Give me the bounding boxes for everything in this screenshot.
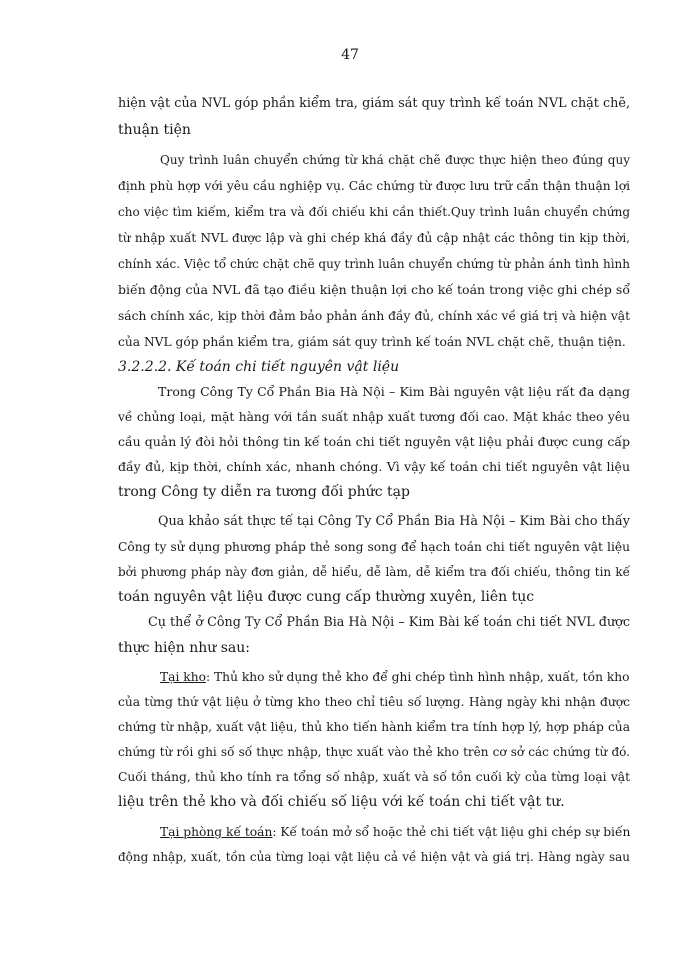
paragraph-line: Cuối tháng, thủ kho tính ra tổng số nhập, xuất và số tồn cuối kỳ của từng loại vật <box>118 770 630 784</box>
paragraph-line: sách chính xác, kịp thời đảm bảo phản ánh đầy đủ, chính xác về giá trị và hiện vật <box>118 309 630 323</box>
paragraph-line: Trong Công Ty Cổ Phần Bia Hà Nội – Kim Bài nguyên vật liệu rất đa dạng <box>158 384 630 399</box>
paragraph-line: của NVL góp phần kiểm tra, giám sát quy trình kế toán NVL chặt chẽ, thuận tiện. <box>118 335 626 349</box>
paragraph-line: đầy đủ, kịp thời, chính xác, nhanh chóng. Vì vậy kế toán chi tiết nguyên vật liệu <box>118 459 630 474</box>
paragraph-line: toán nguyên vật liệu được cung cấp thường xuyên, liên tục <box>118 589 535 605</box>
paragraph-line: cho việc tìm kiếm, kiểm tra và đối chiếu khi cần thiết.Quy trình luân chuyển chứng <box>118 205 630 219</box>
paragraph-line: chính xác. Việc tổ chức chặt chẽ quy trình luân chuyển chứng từ phản ánh tình hình <box>118 257 630 271</box>
subheading-tai-phong-ke-toan: Tại phòng kế toán <box>160 825 273 839</box>
paragraph-line: của từng thứ vật liệu ở từng kho theo chỉ tiêu số lượng. Hàng ngày khi nhận được <box>118 695 630 709</box>
paragraph-line: biến động của NVL đã tạo điều kiện thuận lợi cho kế toán trong việc ghi chép sổ <box>118 282 630 297</box>
paragraph-line: thuận tiện <box>118 122 191 138</box>
paragraph-line: Cụ thể ở Công Ty Cổ Phần Bia Hà Nội – Kim Bài kế toán chi tiết NVL được <box>148 615 630 630</box>
section-heading: 3.2.2.2. Kế toán chi tiết nguyên vật liệu <box>118 359 400 375</box>
paragraph-line: từ nhập xuất NVL được lập và ghi chép khá đầy đủ cập nhật các thông tin kịp thời, <box>118 231 630 245</box>
paragraph-line: Quy trình luân chuyển chứng từ khá chặt chẽ được thực hiện theo đúng quy <box>160 153 630 167</box>
subheading-tai-kho: Tại kho <box>160 670 206 684</box>
paragraph-text: : Thủ kho sử dụng thẻ kho để ghi chép tình hình nhập, xuất, tồn kho <box>205 670 630 684</box>
paragraph-text: : Kế toán mở sổ hoặc thẻ chi tiết vật liệu ghi chép sự biến <box>272 825 631 839</box>
paragraph-line: liệu trên thẻ kho và đối chiếu số liệu với kế toán chi tiết vật tư. <box>118 794 565 810</box>
paragraph-line: cầu quản lý đòi hỏi thông tin kế toán chi tiết nguyên vật liệu phải được cung cấp <box>118 434 630 449</box>
paragraph-line: chứng từ nhập, xuất vật liệu, thủ kho tiến hành kiểm tra tính hợp lý, hợp pháp của <box>118 720 630 734</box>
page-number: 47 <box>341 47 359 63</box>
paragraph-line: về chủng loại, mặt hàng với tần suất nhập xuất tương đối cao. Mặt khác theo yêu <box>118 410 630 424</box>
paragraph-line: hiện vật của NVL góp phần kiểm tra, giám sát quy trình kế toán NVL chặt chẽ, <box>118 96 630 111</box>
paragraph-line: bởi phương pháp này đơn giản, dễ hiểu, dễ làm, dễ kiểm tra đối chiếu, thông tin kế <box>118 565 630 579</box>
paragraph-line: chứng từ rồi ghi số số thực nhập, thực xuất vào thẻ kho trên cơ sở các chứng từ đó. <box>118 745 630 759</box>
paragraph-line <box>160 822 630 842</box>
paragraph-line: trong Công ty diễn ra tương đối phức tạp <box>118 484 410 500</box>
paragraph-line: thực hiện như sau: <box>118 640 250 656</box>
paragraph-line: động nhập, xuất, tồn của từng loại vật liệu cả về hiện vật và giá trị. Hàng ngày sau <box>118 850 630 864</box>
paragraph-line: Qua khảo sát thực tế tại Công Ty Cổ Phần Bia Hà Nội – Kim Bài cho thấy <box>158 514 630 529</box>
paragraph-line: Công ty sử dụng phương pháp thẻ song song để hạch toán chi tiết nguyên vật liệu <box>118 540 630 554</box>
paragraph-line <box>160 667 630 687</box>
paragraph-line: định phù hợp với yêu cầu nghiệp vụ. Các chứng từ được lưu trữ cẩn thận thuận lợi <box>118 179 630 193</box>
